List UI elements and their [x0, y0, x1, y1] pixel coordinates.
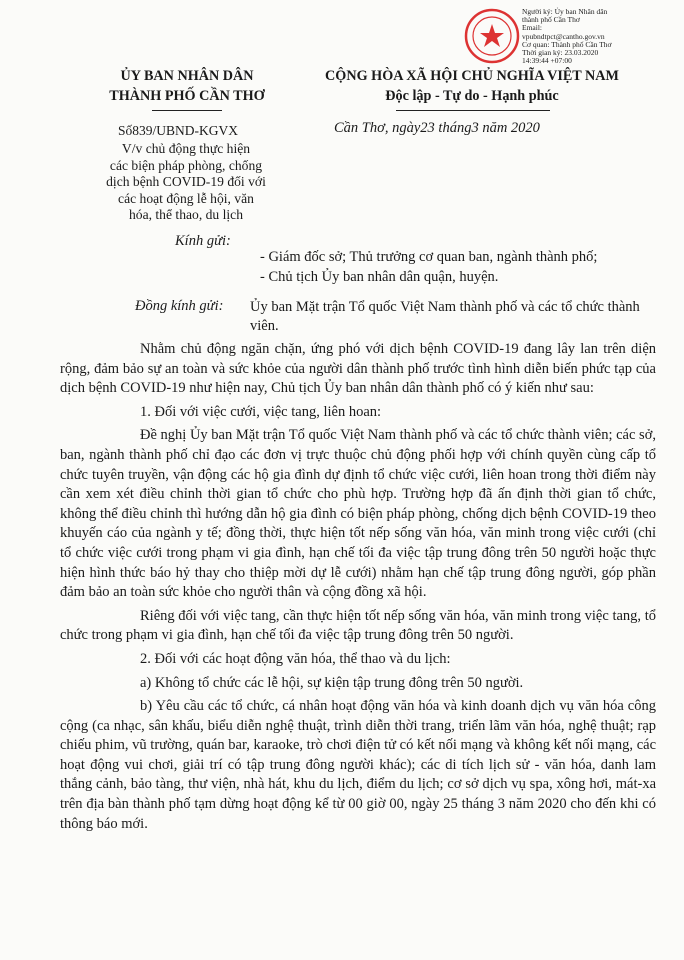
body-paragraph: a) Không tổ chức các lễ hội, sự kiện tập trung đông trên 50 người. — [140, 674, 524, 691]
digital-signature-seal-icon — [464, 8, 520, 64]
national-motto — [292, 66, 652, 106]
recipient-item: - Chủ tịch Ủy ban nhân dân quận, huyện. — [260, 269, 499, 285]
document-body — [60, 340, 656, 838]
body-paragraph: Riêng đối với việc tang, cần thực hiện tốt nếp sống văn hóa, văn minh trong việc tang, tổ chức trong phạm vi gia đình, hạn chế tối đa việc tập trung đông trên 50 người. — [60, 607, 656, 644]
nation-name: CỘNG HÒA XÃ HỘI CHỦ NGHĨA VIỆT NAM — [325, 68, 619, 84]
agency-line: THÀNH PHỐ CẦN THƠ — [109, 88, 265, 104]
agency-line: ỦY BAN NHÂN DÂN — [120, 68, 254, 84]
digital-signature-info — [522, 8, 682, 65]
document-number: Số839/UBND-KGVX — [118, 123, 239, 138]
recipient-item: - Giám đốc sở; Thủ trưởng cơ quan ban, ngành thành phố; — [260, 249, 598, 265]
motto-underline — [396, 110, 550, 111]
signature-line: Người ký: Ủy ban Nhân dân — [522, 7, 608, 16]
signature-line: Thời gian ký: 23.03.2020 — [522, 48, 599, 58]
signature-line: Cơ quan: Thành phố Cần Thơ — [522, 39, 612, 49]
issuing-agency — [92, 66, 282, 106]
document-subject — [96, 141, 276, 224]
section-heading: 1. Đối với việc cưới, việc tang, liên hoan: — [140, 403, 382, 420]
subject-line: các biện pháp phòng, chống — [109, 157, 263, 173]
recipients-label: Kính gửi: — [175, 233, 231, 249]
cc-recipients: Ủy ban Mặt trận Tổ quốc Việt Nam thành phố và các tổ chức thành viên. — [250, 299, 640, 334]
body-paragraph: Đề nghị Ủy ban Mặt trận Tổ quốc Việt Nam thành phố và các tổ chức thành viên; các sở, ban, ngành thành phố chỉ đạo các đơn vị trực thuộc chủ động phối hợp với chính quyền cùng cấp tổ chức tuyên truyền, vận động các hộ gia đình dự định tổ chức việc cưới, liên hoan trong thời điểm này cần xem xét điều chỉnh thời gian tổ chức cho phù hợp. Trường hợp đã ấn định thời gian tổ chức, không thể điều chỉnh thì hướng dẫn hộ gia đình có biện pháp phòng, chống dịch bệnh COVID-19 theo khuyến cáo của ngành y tế; đồng thời, thực hiện tốt nếp sống văn hóa, văn minh trong việc cưới (chỉ tổ chức việc cưới trong phạm vi gia đình, hạn chế tối đa việc tập trung đông trên 50 người hoặc thực hiện hình thức báo hỷ thay cho thiệp mời dự lễ cưới) nhằm hạn chế tập trung đông người, góp phần đảm bảo an toàn sức khỏe cho người thân và cộng đồng xã hội. — [60, 427, 656, 601]
intro-paragraph: Nhằm chủ động ngăn chặn, ứng phó với dịch bệnh COVID-19 đang lây lan trên diện rộng, đảm bảo sự an toàn và sức khỏe của người dân thành phố trước tình hình diễn biến phức tạp của dịch bệnh COVID-19 như hiện nay, Chủ tịch Ủy ban nhân dân thành phố có ý kiến như sau: — [60, 341, 656, 397]
agency-underline — [152, 110, 222, 111]
subject-line: dịch bệnh COVID-19 đối với — [106, 174, 266, 189]
place-date: Cần Thơ, ngày23 tháng3 năm 2020 — [334, 120, 540, 136]
cc-label: Đồng kính gửi: — [135, 298, 224, 314]
subject-line: các hoạt động lễ hội, văn — [118, 190, 254, 206]
section-heading: 2. Đối với các hoạt động văn hóa, thể thao và du lịch: — [140, 650, 451, 667]
signature-line: vpubndtpct@cantho.gov.vn — [522, 31, 605, 41]
subject-line: V/v chủ động thực hiện — [121, 141, 251, 156]
signature-line: thành phố Cần Thơ — [522, 15, 580, 25]
signature-line: 14:39:44 +07:00 — [522, 56, 572, 66]
signature-line: Email: — [522, 23, 542, 33]
motto: Độc lập - Tự do - Hạnh phúc — [385, 88, 559, 104]
body-paragraph: b) Yêu cầu các tổ chức, cá nhân hoạt động văn hóa và kinh doanh dịch vụ văn hóa công cộng (ca nhạc, sân khấu, biểu diễn nghệ thuật, trình diễn thời trang, triển lãm văn hóa, nghệ thuật; rạp chiếu phim, vũ trường, quán bar, karaoke, trò chơi điện tử có kết nối mạng và không kết nối mạng, các hoạt động vui chơi, giải trí có tập trung đông người khác); các di tích lịch sử - văn hóa, danh lam thắng cảnh, bảo tàng, thư viện, nhà hát, khu du lịch, điểm du lịch; cơ sở dịch vụ spa, xông hơi, mát-xa trên địa bàn thành phố tạm dừng hoạt động kể từ 00 giờ 00, ngày 25 tháng 3 năm 2020 cho đến khi có thông báo mới. — [60, 698, 656, 832]
subject-line: hóa, thể thao, du lịch — [128, 207, 243, 222]
